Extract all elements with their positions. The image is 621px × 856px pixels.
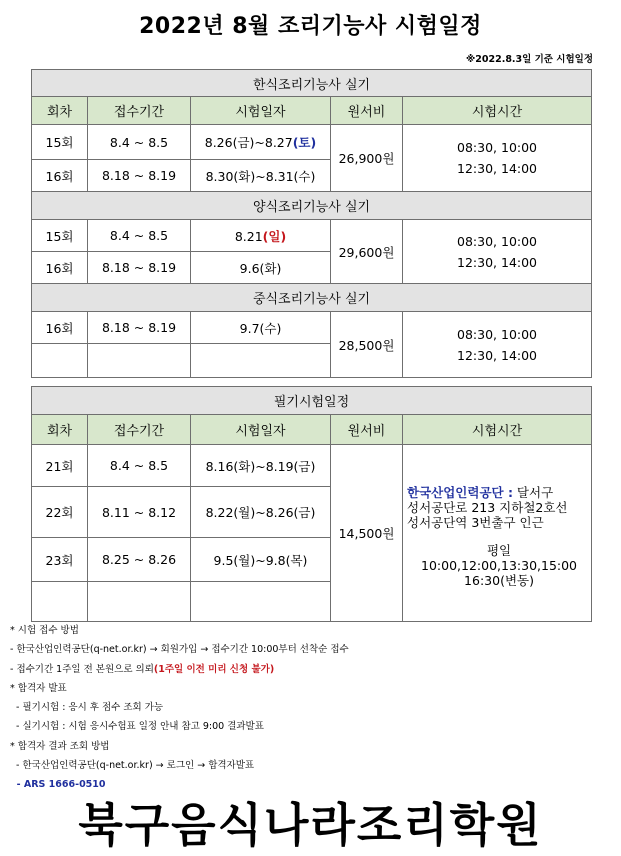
apply-method-line-2 (10, 660, 349, 679)
col-exam-date: 시험일자 (191, 97, 331, 125)
apply-method-title: * 시험 접수 방법 (10, 625, 79, 636)
hours-line-1: 평일 10:00,12:00,13:30,15:00 (421, 542, 578, 573)
exam-date-cell: 8.22(월)~8.26(금) (191, 487, 331, 538)
result-practical: - 실기시험 : 시험 응시수험표 일정 안내 참고 9:00 결과발표 (10, 721, 264, 733)
exam-date-text: 8.26(금)~8.27 (204, 135, 293, 150)
instructions-notes (10, 621, 349, 795)
apply-warning: (1주일 이전 미리 신청 불가) (153, 663, 275, 675)
hours-line-2: 16:30(변동) (464, 572, 534, 588)
column-header-row (32, 415, 592, 445)
address-line-1: 달서구 (512, 484, 554, 500)
exam-time-cell (403, 220, 592, 284)
fee-cell: 29,600원 (331, 220, 403, 284)
round-cell: 21회 (32, 445, 88, 487)
chinese-section-title: 중식조리기능사 실기 (32, 284, 592, 312)
fee-cell: 28,500원 (331, 312, 403, 378)
exam-date-cell: 9.5(월)~9.8(목) (191, 538, 331, 582)
round-cell: 22회 (32, 487, 88, 538)
registration-cell: 8.4 ~ 8.5 (88, 220, 191, 252)
time-line-1: 08:30, 10:00 (457, 233, 538, 249)
result-written: - 필기시험 : 응시 후 점수 조회 가능 (10, 702, 164, 714)
col-exam-date: 시험일자 (191, 415, 331, 445)
chinese-section-header (32, 284, 592, 312)
registration-cell: 8.4 ~ 8.5 (88, 125, 191, 160)
round-cell: 15회 (32, 220, 88, 252)
round-cell: 23회 (32, 538, 88, 582)
exam-date-cell: 9.7(수) (191, 312, 331, 344)
apply-method-line-1: - 한국산업인력공단(q-net.or.kr) → 회원가입 → 접수기간 10:00부터 선착순 접수 (10, 644, 349, 656)
exam-date-cell: 8.30(화)~8.31(수) (191, 160, 331, 192)
col-exam-time: 시험시간 (403, 97, 592, 125)
table-row (32, 220, 592, 252)
exam-time-cell (403, 125, 592, 192)
address-line-3: 성서공단역 3번출구 인근 (407, 514, 544, 530)
col-registration: 접수기간 (88, 97, 191, 125)
round-cell: 16회 (32, 160, 88, 192)
agency-name: 한국산업인력공단 : (407, 484, 513, 500)
written-section-header (32, 387, 592, 415)
registration-cell: 8.11 ~ 8.12 (88, 487, 191, 538)
time-line-2: 12:30, 14:00 (457, 347, 538, 363)
saturday-highlight: (토) (292, 135, 317, 150)
registration-cell: 8.25 ~ 8.26 (88, 538, 191, 582)
col-round: 회차 (32, 97, 88, 125)
reference-date-note: ※2022.8.3일 기준 시험일정 (466, 54, 593, 65)
sunday-highlight: (일) (262, 228, 287, 244)
exam-date-cell (191, 220, 331, 252)
registration-cell: 8.4 ~ 8.5 (88, 445, 191, 487)
written-schedule-table (31, 386, 592, 622)
table-row (32, 445, 592, 487)
ars-number: - ARS 1666-0510 (10, 779, 106, 791)
column-header-row (32, 97, 592, 125)
round-cell: 16회 (32, 252, 88, 284)
exam-time-cell (403, 312, 592, 378)
address-line-2: 성서공단로 213 지하철2호선 (407, 499, 568, 515)
table-row (32, 125, 592, 160)
table-row (32, 312, 592, 344)
written-location-cell (403, 445, 592, 622)
apply-method-text: - 접수기간 1주일 전 본원으로 의뢰 (10, 663, 154, 675)
time-line-1: 08:30, 10:00 (457, 326, 538, 342)
exam-date-text: 8.21 (234, 228, 263, 244)
fee-cell: 14,500원 (331, 445, 403, 622)
practical-schedule-table (31, 69, 592, 378)
col-exam-time: 시험시간 (403, 415, 592, 445)
exam-date-cell: 8.16(화)~8.19(금) (191, 445, 331, 487)
exam-date-cell (191, 125, 331, 160)
time-line-1: 08:30, 10:00 (457, 140, 538, 155)
check-method-title: * 합격자 결과 조회 방법 (10, 740, 110, 752)
col-registration: 접수기간 (88, 415, 191, 445)
registration-cell: 8.18 ~ 8.19 (88, 160, 191, 192)
written-section-title: 필기시험일정 (32, 387, 592, 415)
registration-cell: 8.18 ~ 8.19 (88, 312, 191, 344)
time-line-2: 12:30, 14:00 (457, 161, 538, 176)
korean-section-header (32, 70, 592, 97)
col-round: 회차 (32, 415, 88, 445)
page-title: 2022년 8월 조리기능사 시험일정 (139, 14, 482, 39)
western-section-header (32, 192, 592, 220)
registration-cell: 8.18 ~ 8.19 (88, 252, 191, 284)
col-fee: 원서비 (331, 97, 403, 125)
fee-cell: 26,900원 (331, 125, 403, 192)
academy-name: 북구음식나라조리학원 (78, 798, 543, 852)
korean-section-title: 한식조리기능사 실기 (32, 70, 592, 97)
check-method-line: - 한국산업인력공단(q-net.or.kr) → 로그인 → 합격자발표 (10, 760, 255, 772)
result-title: * 합격자 발표 (10, 682, 67, 694)
round-cell: 16회 (32, 312, 88, 344)
exam-date-cell: 9.6(화) (191, 252, 331, 284)
western-section-title: 양식조리기능사 실기 (32, 192, 592, 220)
time-line-2: 12:30, 14:00 (457, 254, 538, 270)
col-fee: 원서비 (331, 415, 403, 445)
round-cell: 15회 (32, 125, 88, 160)
